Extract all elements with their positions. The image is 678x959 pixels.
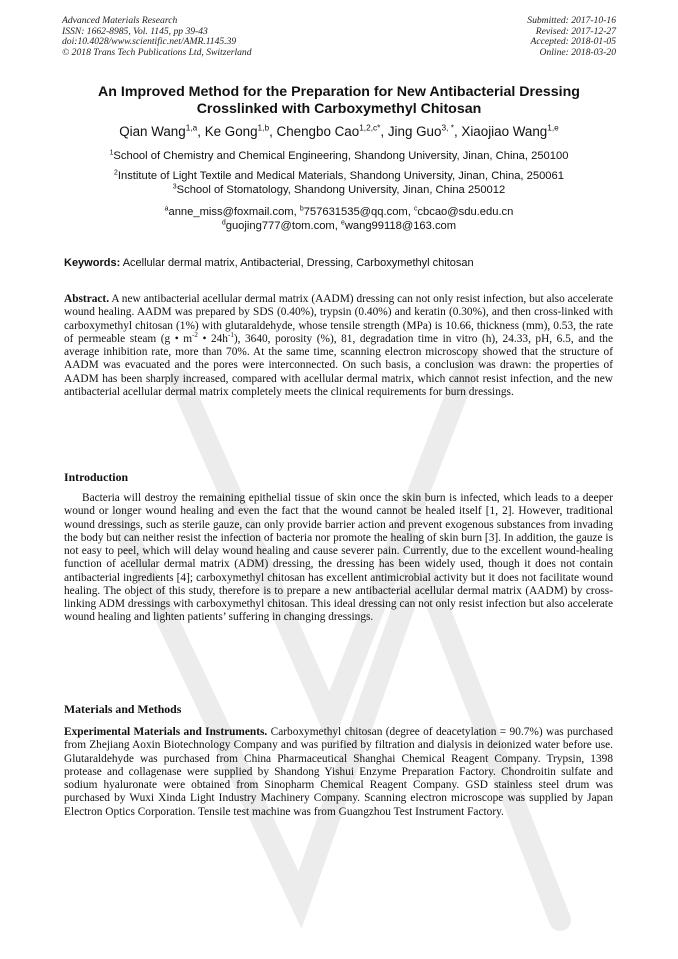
abstract-text-2: • 24h	[197, 332, 228, 345]
affiliation-3	[40, 184, 638, 197]
abstract-sup-1: -2	[192, 330, 198, 339]
abstract-sup-2: -1	[227, 330, 234, 339]
keywords-label: Keywords:	[64, 257, 121, 269]
accepted-date: Accepted: 2018-01-05	[530, 36, 616, 48]
affiliation-sup: 3	[172, 183, 177, 191]
affiliation-sup: 2	[114, 169, 118, 177]
revised-date: Revised: 2017-12-27	[535, 25, 616, 37]
submitted-date: Submitted: 2017-10-16	[527, 15, 616, 26]
copyright: © 2018 Trans Tech Publications Ltd, Switzerland	[62, 46, 252, 58]
author-name: Xiaojiao Wang	[461, 124, 548, 139]
abstract	[64, 293, 613, 399]
affiliation-sup: 1	[109, 149, 114, 157]
methods-body: Carboxymethyl chitosan (degree of deacetylation = 90.7%) was purchased from Zhejiang Aoxin Biotechnology Company and was purified by filtration and dialysis in deionized water before use. Glutaraldehyde was purchased from China Pharmaceutical Shanghai Chemical Reagent Company. Trypsin, 1398 protease and collagenase were supplied by Shandong Yishui Enzyme Preparation Factory. Chondroitin sulfate and sodium hyaluronate were obtained from Sinopharm Chemical Reagent Company. GSD stainless steel drum was purchased by Wuxi Xinda Light Industry Machinery Company. Scanning electron microscope was supplied by Japan Electron Optics Corporation. Tensile test machine was from Guangzhou Test Instrument Factory.	[64, 726, 613, 818]
abstract-text-1: A new antibacterial acellular dermal matrix (AADM) dressing can not only resist infection, but also accelerate wound healing. AADM was prepared by SDS (0.40%), trypsin (0.40%) and keratin (0.30%), and then cross-linked with carboxymethyl chitosan (1%) with glutaraldehyde, whose tensile strength (MPa) is 10.66, thickness (mm), 0.53, the rate of permeable steam (g • m	[64, 293, 613, 345]
affiliation-text: School of Stomatology, Shandong University, Jinan, China 250012	[176, 184, 506, 196]
paper-title	[40, 84, 638, 118]
email-sup: a	[164, 205, 169, 213]
author-name: Chengbo Cao	[276, 124, 360, 139]
affiliation-1	[40, 150, 638, 163]
author-list: Qian Wang$^{1,a}$, Ke Gong$^{1,b}$, Chengbo Cao$^{1,2,c*}$, Jing Guo$^{3, *}$, Xiaojiao Wang$^{1,e}$	[119, 122, 559, 139]
author-name: Ke Gong	[204, 124, 258, 139]
author-sup: 1,b	[257, 122, 270, 133]
affiliation-text: Institute of Light Textile and Medical Materials, Shandong University, Jinan, China, 250061	[117, 170, 564, 182]
introduction-text: Bacteria will destroy the remaining epithelial tissue of skin once the skin burn is infected, which leads to a deeper wound or longer wound healing and even the fact that the wound cannot be healed itself [1, 2]. However, traditional wound dressings, such as sterile gauze, can only provide barrier action and prevent exogenous substances from invading the body but can neither resist the infection of bacteria nor promote the healing of skin burn [3]. In addition, the gauze is not easy to peel, which will delay wound healing and cause severer pain. Currently, due to the excellent wound-healing function of acellular dermal matrix (ADM) dressing, the dressing has been widely used, though it does not contain antibacterial ingredients [4]; carboxymethyl chitosan has excellent antimicrobial activity but it does not facilitate wound healing. The object of this study, therefore is to prepare a new antibacterial acellular dermal matrix (AADM) by cross-linking ADM dressings with carboxymethyl chitosan. This ideal dressing can not only resist infection but also accelerate wound healing and lighten patients’ suffering in changing dressings.	[64, 492, 613, 624]
abstract-text-3: ), 3640, porosity (%), 81, degradation time in vitro (h), 24.33, pH, 6.5, and the average inhibition rate, more than 70%. At the same time, scanning electron microscopy showed that the structure of AADM was evacuated and the pores were interconnected. On such basis, a conclusion was drawn: the properties of AADM has been sharply increased, compared with acellular dermal matrix, which cannot resist infection, and the new antibacterial acellular dermal matrix completely meets the clinical requirements for burn dressings.	[64, 332, 613, 398]
email[interactable]: wang99118@163.com	[344, 220, 457, 232]
email[interactable]: 757631535@qq.com	[303, 206, 408, 218]
author-name: Qian Wang	[119, 124, 186, 139]
online-date: Online: 2018-03-20	[539, 46, 616, 58]
author-sup: 1,a	[185, 122, 198, 133]
affiliation-text: School of Chemistry and Chemical Engineering, Shandong University, Jinan, China, 250100	[113, 150, 569, 162]
author-sup: 1,e	[547, 122, 559, 133]
email-sup: b	[299, 205, 304, 213]
email[interactable]: guojing777@tom.com	[225, 220, 335, 232]
doi: doi:10.4028/www.scientific.net/AMR.1145.39	[62, 36, 237, 48]
author-sup: 1,2,c*	[359, 122, 381, 133]
methods-subheading: Experimental Materials and Instruments.	[64, 726, 268, 738]
email[interactable]: cbcao@sdu.edu.cn	[417, 206, 514, 218]
affiliation-2	[40, 170, 638, 183]
publication-dates	[527, 16, 616, 58]
abstract-label: Abstract.	[64, 293, 110, 305]
email-line-2: $^d$guojing777@tom.com, $^e$wang99118@163.com	[221, 219, 457, 232]
author-name: Jing Guo	[387, 124, 442, 139]
email[interactable]: anne_miss@foxmail.com	[168, 206, 294, 218]
methods-text	[64, 726, 613, 819]
author-sup: 3, *	[441, 122, 454, 133]
title-line-2: Crosslinked with Carboxymethyl Chitosan	[196, 101, 482, 117]
keywords-text: Acellular dermal matrix, Antibacterial, Dressing, Carboxymethyl chitosan	[122, 257, 474, 269]
introduction-heading: Introduction	[64, 470, 129, 484]
email-sup: c	[413, 205, 418, 213]
title-line-1: An Improved Method for the Preparation for New Antibacterial Dressing	[98, 84, 580, 100]
email-line-1: $^a$anne_miss@foxmail.com, $^b$757631535@qq.com, $^c$cbcao@sdu.edu.cn	[164, 205, 514, 218]
journal-name: Advanced Materials Research	[62, 15, 178, 26]
email-sup: e	[340, 219, 345, 227]
keywords	[64, 257, 624, 270]
email-sup: d	[221, 219, 226, 227]
methods-heading: Materials and Methods	[64, 702, 182, 716]
journal-info	[62, 16, 252, 58]
issn: ISSN: 1662-8985, Vol. 1145, pp 39-43	[62, 25, 208, 37]
